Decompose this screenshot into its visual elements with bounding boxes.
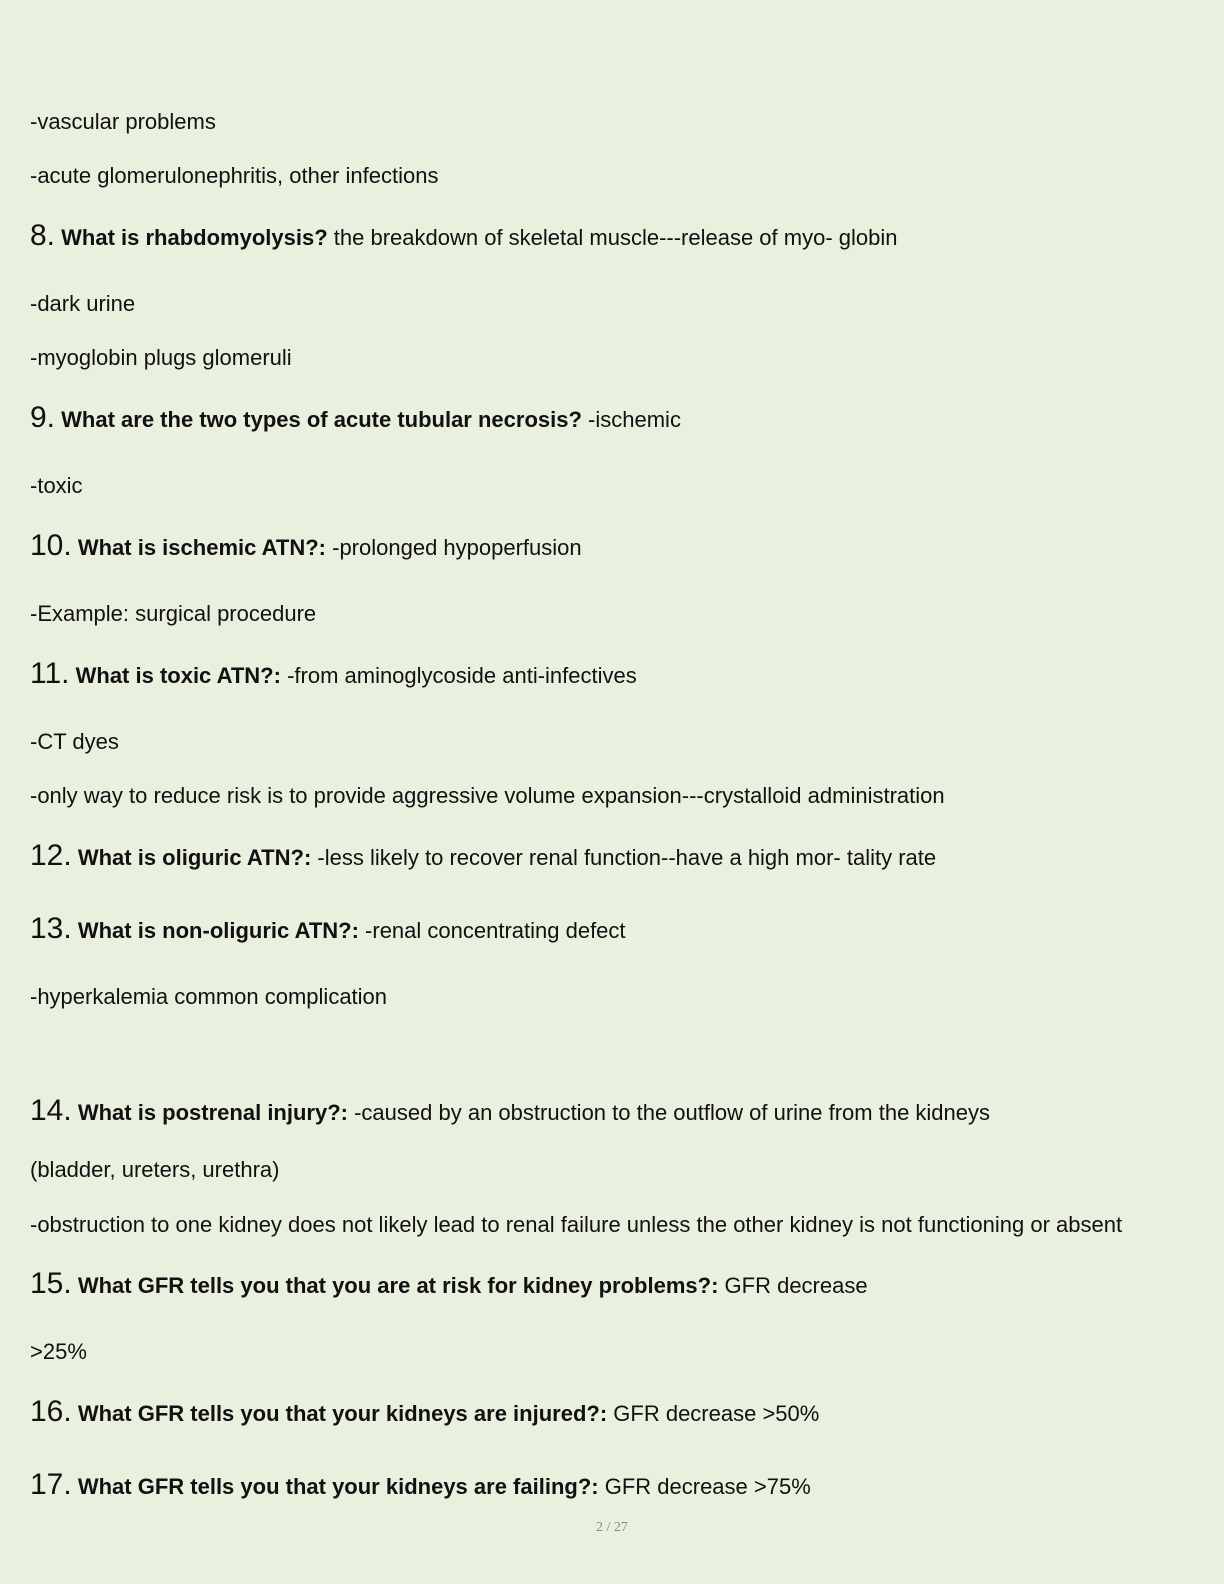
answer-text: the breakdown of skeletal muscle---release of myo- globin (333, 225, 898, 250)
question-12 (30, 839, 937, 872)
question-15 (30, 1267, 868, 1300)
question-number: 14. (30, 1094, 72, 1127)
question-16 (30, 1395, 820, 1428)
text-line: -Example: surgical procedure (30, 601, 317, 626)
text-line: -only way to reduce risk is to provide aggressive volume expansion---crystalloid administration (30, 783, 945, 808)
question-number: 12. (30, 839, 72, 872)
question-14 (30, 1094, 991, 1127)
question-number: 10. (30, 529, 72, 562)
answer-text: -from aminoglycoside anti-infectives (287, 663, 637, 688)
answer-text: GFR decrease (724, 1273, 868, 1298)
question-text: What GFR tells you that your kidneys are injured?: (77, 1401, 608, 1426)
question-11 (30, 657, 637, 690)
text-line: -acute glomerulonephritis, other infections (30, 163, 439, 188)
question-text: What are the two types of acute tubular necrosis? (61, 407, 582, 432)
question-number: 8. (30, 219, 56, 252)
question-text: What GFR tells you that your kidneys are failing?: (77, 1474, 599, 1499)
question-number: 17. (30, 1468, 72, 1501)
answer-text: -ischemic (588, 407, 681, 432)
question-text: What is oliguric ATN?: (77, 845, 312, 870)
question-13 (30, 912, 626, 945)
answer-text: -prolonged hypoperfusion (332, 535, 582, 560)
question-number: 9. (30, 401, 56, 434)
question-text: What GFR tells you that you are at risk for kidney problems?: (77, 1273, 719, 1298)
question-text: What is postrenal injury?: (77, 1100, 348, 1125)
question-number: 13. (30, 912, 72, 945)
question-number: 15. (30, 1267, 72, 1300)
answer-text: GFR decrease >75% (604, 1474, 811, 1499)
text-line: -vascular problems (30, 109, 216, 134)
text-line: (bladder, ureters, urethra) (30, 1157, 280, 1182)
text-line: -myoglobin plugs glomeruli (30, 345, 292, 370)
text-line: -CT dyes (30, 729, 119, 754)
answer-text: -renal concentrating defect (365, 918, 626, 943)
question-text: What is non-oliguric ATN?: (77, 918, 359, 943)
text-line: -hyperkalemia common complication (30, 984, 388, 1009)
text-line: >25% (30, 1339, 87, 1364)
question-number: 11. (30, 657, 70, 690)
question-9 (30, 401, 681, 434)
question-text: What is toxic ATN?: (75, 663, 281, 688)
answer-text: -caused by an obstruction to the outflow of urine from the kidneys (354, 1100, 991, 1125)
page-number: 2 / 27 (596, 1520, 628, 1535)
answer-text: -less likely to recover renal function--have a high mor- tality rate (317, 845, 937, 870)
text-line: -toxic (30, 473, 83, 498)
question-number: 16. (30, 1395, 72, 1428)
question-text: What is rhabdomyolysis? (61, 225, 328, 250)
question-text: What is ischemic ATN?: (77, 535, 326, 560)
answer-text: GFR decrease >50% (613, 1401, 820, 1426)
question-8 (30, 219, 898, 252)
text-line: -dark urine (30, 291, 136, 316)
text-line: -obstruction to one kidney does not likely lead to renal failure unless the other kidney is not functioning or absent (30, 1212, 1123, 1237)
question-10 (30, 529, 582, 562)
question-17 (30, 1468, 811, 1501)
